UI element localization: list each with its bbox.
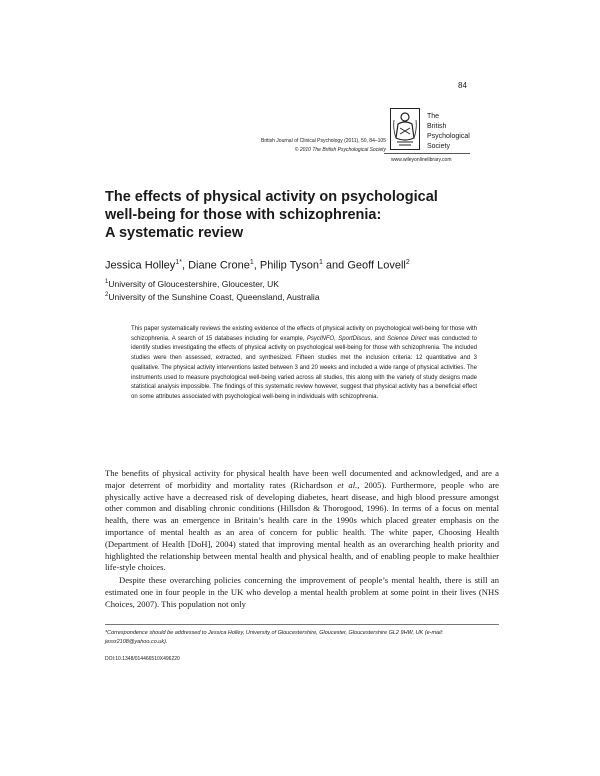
website-link[interactable]: www.wileyonlinelibrary.com [391,157,452,163]
affiliation-mark: 1 [105,279,109,286]
affiliation-text: University of Gloucestershire, Gloucester, UK [108,279,279,289]
author-name: Philip Tyson [259,259,319,272]
author-separator: , [181,259,189,272]
author-affil-mark: 1 [318,259,323,266]
affiliation-text: University of the Sunshine Coast, Queensland, Australia [108,292,320,302]
author-name: Jessica Holley [105,259,176,272]
body-text: , 2005). Furthermore, people who are physically active have a decreased risk of developing diabetes, heart disease, and high blood pressure amongst other common and disabling chronic conditions (Hillsdon & Thorogood, 1996). In terms of a focus on mental health, there was an emergence in Britain’s health care in the 1990s which placed greater emphasis on the importance of mental health as an area of concern for public health. The white paper, Choosing Health (Department of Health [DoH], 2004) stated that improving mental health as an overarching health priority and highlighted the relationship between mental health and physical health, and of enabling people to make healthier life-style choices. [105,479,500,573]
doi: DOI:10.1348/014466510X496220 [105,656,180,662]
paper-title [105,188,505,242]
page-number: 84 [458,81,467,90]
body-text: The benefits of physical activity for physical health have been well documented and acknowledged, and are a major deterrent of morbidity and mortality rates (Richardson [105,468,499,490]
author-affil-mark: 1 [249,259,254,266]
copyright-line: © 2010 The British Psychological Society [294,147,386,153]
journal-line: British Journal of Clinical Psychology (2011), 50, 84–105 [261,138,386,144]
society-name-line: Psychological [427,133,470,140]
title-line: A systematic review [105,225,244,241]
abstract-text: and [372,335,385,342]
author-name: Diane Crone [188,259,250,272]
society-logo-icon [390,108,420,150]
body-italic: et al. [337,479,358,490]
footnote-divider [105,624,499,625]
title-line: well-being for those with schizophrenia: [105,207,382,223]
affiliation [105,279,279,289]
body-paragraph: Despite these overarching policies concerning the improvement of people’s mental health, there is still an estimated one in four people in the UK who develop a mental health problem at some point in their lives (NHS Choices, 2007). This population not only [105,575,499,609]
title-line: The effects of physical activity on psychological [105,189,438,205]
affiliation-mark: 2 [105,292,109,299]
society-name-line: British [427,123,447,130]
author-separator: and [322,259,348,272]
society-name-line: The [427,113,440,120]
journal-citation [261,137,386,155]
author-affil-mark: 2 [405,259,410,266]
society-logo [390,108,420,150]
header-divider [384,153,470,154]
abstract-italic: Science Direct [387,335,427,342]
author-name: Geoff Lovell [347,259,406,272]
body-paragraph [105,468,499,574]
society-name [427,112,470,152]
author-separator: , [253,259,260,272]
author-list [105,259,410,272]
author-affil-mark: 1* [175,259,182,266]
abstract-italic: PsycINFO, SportDiscus, [306,335,373,342]
affiliation [105,292,320,302]
society-name-line: Society [427,143,450,150]
abstract-text: was conducted to identify studies investigating the effects of physical activity on psychological well-being for those with schizophrenia. The included studies were then assessed, extracted, and synthesized. Fifteen studies met the inclusion criteria: 12 quantitative and 3 qualitative. The physical activity interventions lasted between 3 and 20 weeks and included a wide range of physical activities. The instruments used to measure psychological well-being varied across all studies, this along with the variety of study designs made statistical analysis impossible. The findings of this systematic review however, suggest that physical activity has a beneficial effect on some attributes associated with psychological well-being in individuals with schizophrenia. [131,335,478,400]
abstract-text: This paper systematically reviews the existing evidence of the effects of physical activity on psychological well-being for those with schizophrenia. A search of 15 databases including for example, [131,326,477,342]
abstract [131,325,477,403]
correspondence-footnote: *Correspondence should be addressed to Jessica Holley, University of Gloucestershire, Gloucester, Gloucestershire GL2 9HW, UK (e-mail: jessr2108@yahoo.co.uk). [105,630,444,645]
